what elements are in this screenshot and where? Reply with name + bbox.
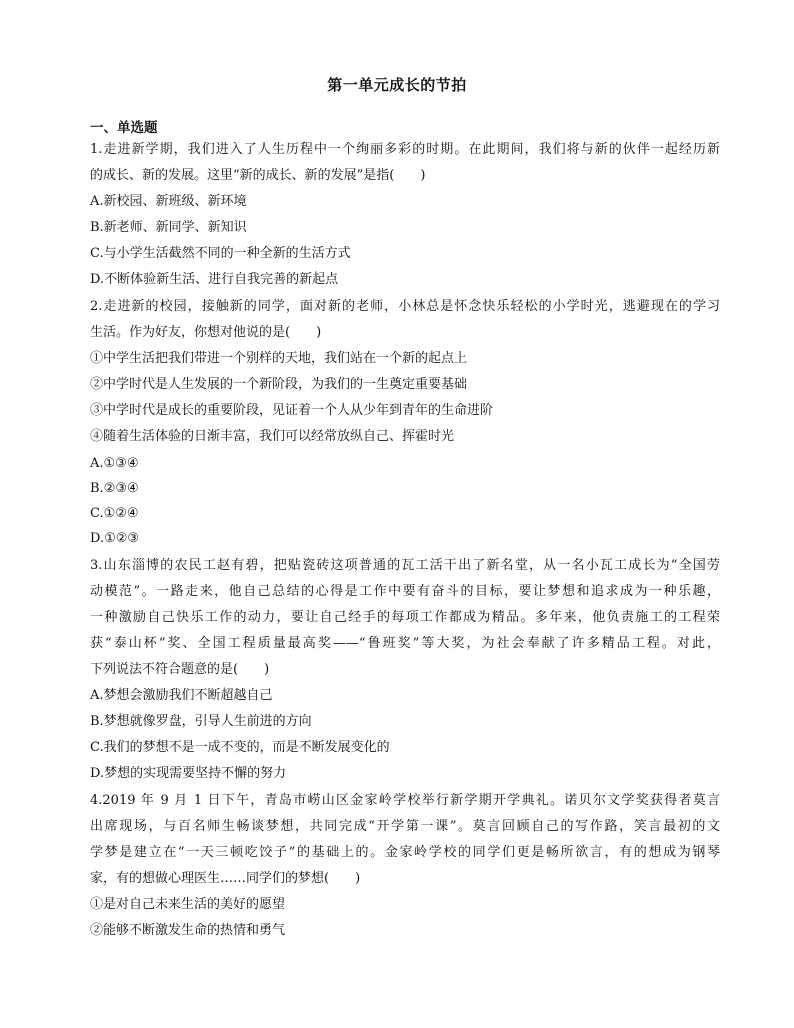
q4-stem-line-2: 出席现场，与百名师生畅谈梦想，共同完成“开学第一课”。莫言回顾自己的写作路，笑言最初的文: [90, 819, 720, 834]
q3-option-d: D.梦想的实现需要坚持不懈的努力: [90, 766, 287, 781]
q1-option-d: D.不断体验新生活、进行自我完善的新起点: [90, 272, 339, 287]
q1-option-b: B.新老师、新同学、新知识: [90, 220, 247, 235]
q3-stem-line-3: 一种激励自己快乐工作的动力，要让自己经手的每项工作都成为精品。多年来，他负责施工的工程荣: [90, 610, 720, 625]
q2-stem-line-1: 2.走进新的校园，接触新的同学，面对新的老师，小林总是怀念快乐轻松的小学时光，逃避现在的学习: [90, 299, 720, 314]
q1-stem-line-1: 1.走进新学期，我们进入了人生历程中一个绚丽多彩的时期。在此期间，我们将与新的伙伴一起经历新: [90, 142, 720, 157]
q4-stem-line-3: 学梦是建立在“一天三顿吃饺子”的基础上的。金家岭学校的同学们更是畅所欲言，有的想成为钢琴: [90, 845, 720, 860]
q2-option-b: B.②③④: [90, 481, 139, 496]
q2-option-c: C.①②④: [90, 506, 139, 521]
q2-option-d: D.①②③: [90, 531, 140, 546]
document-title: 第一单元成长的节拍: [327, 76, 467, 94]
q2-stem-line-2: 生活。作为好友，你想对他说的是( ): [90, 325, 322, 340]
q4-stem-line-1: 4.2019 年 9 月 1 日下午，青岛市崂山区金家岭学校举行新学期开学典礼。诺贝尔文学奖获得者莫言: [90, 793, 720, 808]
q2-statement-3: ③中学时代是成长的重要阶段，见证着一个人从少年到青年的生命进阶: [90, 403, 494, 418]
q3-option-b: B.梦想就像罗盘，引导人生前进的方向: [90, 714, 312, 729]
q4-statement-2: ②能够不断激发生命的热情和勇气: [90, 923, 286, 938]
q4-stem-line-4: 家，有的想做心理医生……同学们的梦想( ): [90, 871, 361, 886]
q2-statement-4: ④随着生活体验的日渐丰富，我们可以经常放纵自己、挥霍时光: [90, 429, 455, 444]
q4-statement-1: ①是对自己未来生活的美好的愿望: [90, 897, 286, 912]
q2-statement-1: ①中学生活把我们带进一个别样的天地，我们站在一个新的起点上: [90, 351, 468, 366]
q3-stem-line-5: 下列说法不符合题意的是( ): [90, 662, 270, 677]
q2-statement-2: ②中学时代是人生发展的一个新阶段，为我们的一生奠定重要基础: [90, 377, 468, 392]
q3-option-c: C.我们的梦想不是一成不变的，而是不断发展变化的: [90, 740, 390, 755]
q3-stem-line-1: 3.山东淄博的农民工赵有碧，把贴瓷砖这项普通的瓦工活干出了新名堂，从一名小瓦工成长为“全国劳: [90, 558, 720, 573]
q2-option-a: A.①③④: [90, 456, 139, 471]
q3-option-a: A.梦想会激励我们不断超越自己: [90, 688, 273, 703]
q3-stem-line-2: 动模范”。一路走来，他自己总结的心得是工作中要有奋斗的目标，要让梦想和追求成为一种乐趣，: [90, 584, 720, 599]
q3-stem-line-4: 获“泰山杯”奖、全国工程质量最高奖——“鲁班奖”等大奖，为社会奉献了许多精品工程。对此，: [90, 636, 720, 651]
q1-stem-line-2: 的成长、新的发展。这里“新的成长、新的发展”是指( ): [90, 168, 426, 183]
section-heading: 一、单选题: [90, 120, 158, 136]
q1-option-a: A.新校园、新班级、新环境: [90, 194, 247, 209]
q1-option-c: C.与小学生活截然不同的一种全新的生活方式: [90, 246, 351, 261]
